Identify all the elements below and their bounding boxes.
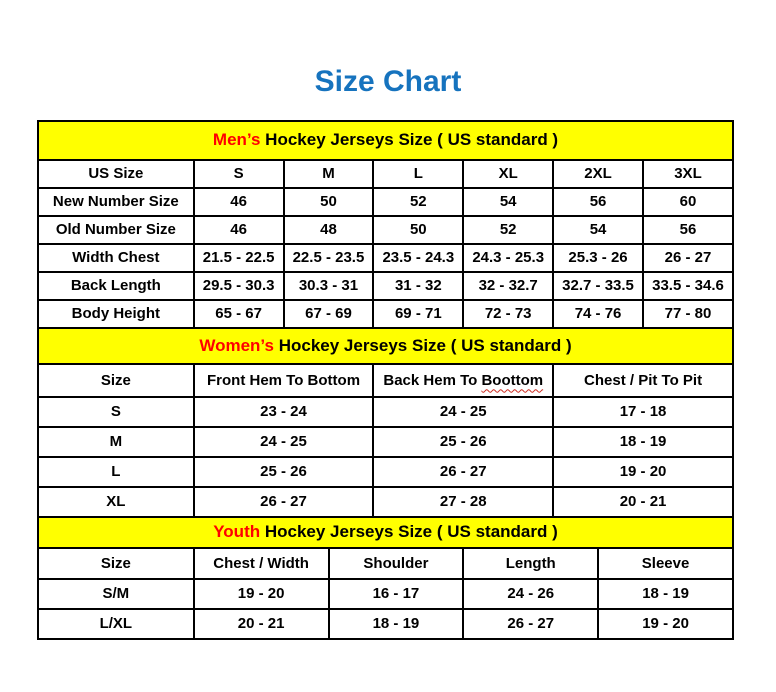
men-section-rest: Hockey Jerseys Size ( US standard ) — [260, 130, 559, 149]
youth-column-header-row — [38, 548, 733, 579]
table-row — [38, 457, 733, 487]
youth-size-table — [37, 516, 734, 640]
table-cell: 21.5 - 22.5 — [194, 244, 284, 272]
table-row — [38, 300, 733, 328]
table-row — [38, 216, 733, 244]
row-label: New Number Size — [38, 188, 194, 216]
column-header: Shoulder — [329, 548, 464, 579]
table-cell: 26 - 27 — [643, 244, 733, 272]
table-cell: 18 - 19 — [329, 609, 464, 639]
youth-section-highlight: Youth — [213, 522, 261, 541]
row-label: Width Chest — [38, 244, 194, 272]
column-header: XL — [463, 160, 553, 188]
table-cell: 56 — [643, 216, 733, 244]
table-cell: 32 - 32.7 — [463, 272, 553, 300]
table-row — [38, 427, 733, 457]
table-cell: 52 — [373, 188, 463, 216]
column-header: L — [373, 160, 463, 188]
column-header: Front Hem To Bottom — [194, 364, 374, 397]
women-size-table — [37, 327, 734, 518]
men-size-table — [37, 120, 734, 329]
table-cell: 24 - 25 — [373, 397, 553, 427]
table-cell: 24.3 - 25.3 — [463, 244, 553, 272]
column-header: Size — [38, 548, 194, 579]
column-header-text: Back Hem To — [383, 371, 482, 389]
table-cell: 31 - 32 — [373, 272, 463, 300]
table-row — [38, 579, 733, 609]
table-cell: 69 - 71 — [373, 300, 463, 328]
table-cell: 19 - 20 — [553, 457, 733, 487]
row-label: L/XL — [38, 609, 194, 639]
table-cell: 72 - 73 — [463, 300, 553, 328]
men-section-row — [38, 121, 733, 160]
table-row — [38, 609, 733, 639]
women-column-header-row — [38, 364, 733, 397]
table-cell: 22.5 - 23.5 — [284, 244, 374, 272]
column-header: Sleeve — [598, 548, 733, 579]
table-cell: 26 - 27 — [194, 487, 374, 517]
column-header: 2XL — [553, 160, 643, 188]
table-cell: 26 - 27 — [373, 457, 553, 487]
table-cell: 23 - 24 — [194, 397, 374, 427]
table-cell: 25 - 26 — [194, 457, 374, 487]
table-cell: 67 - 69 — [284, 300, 374, 328]
column-header: Chest / Width — [194, 548, 329, 579]
column-header: Length — [463, 548, 598, 579]
table-cell: 17 - 18 — [553, 397, 733, 427]
row-label: Old Number Size — [38, 216, 194, 244]
misspelled-word: Boottom — [481, 371, 544, 389]
column-header: M — [284, 160, 374, 188]
youth-section-rest: Hockey Jerseys Size ( US standard ) — [260, 522, 558, 541]
table-cell: 33.5 - 34.6 — [643, 272, 733, 300]
column-header — [373, 364, 553, 397]
column-header: Chest / Pit To Pit — [553, 364, 733, 397]
men-section-highlight: Men’s — [212, 130, 261, 149]
table-cell: 30.3 - 31 — [284, 272, 374, 300]
men-section-header — [38, 121, 733, 160]
row-label: Back Length — [38, 272, 194, 300]
table-row — [38, 487, 733, 517]
table-cell: 26 - 27 — [463, 609, 598, 639]
table-cell: 23.5 - 24.3 — [373, 244, 463, 272]
table-cell: 20 - 21 — [194, 609, 329, 639]
row-label: Body Height — [38, 300, 194, 328]
row-label: L — [38, 457, 194, 487]
youth-section-header — [38, 517, 733, 548]
table-cell: 50 — [284, 188, 374, 216]
women-section-header — [38, 328, 733, 364]
table-cell: 25.3 - 26 — [553, 244, 643, 272]
table-cell: 54 — [553, 216, 643, 244]
table-cell: 50 — [373, 216, 463, 244]
table-cell: 19 - 20 — [598, 609, 733, 639]
table-cell: 52 — [463, 216, 553, 244]
table-cell: 60 — [643, 188, 733, 216]
table-row — [38, 272, 733, 300]
table-cell: 20 - 21 — [553, 487, 733, 517]
table-cell: 19 - 20 — [194, 579, 329, 609]
table-cell: 77 - 80 — [643, 300, 733, 328]
row-label: XL — [38, 487, 194, 517]
column-header: US Size — [38, 160, 194, 188]
table-cell: 32.7 - 33.5 — [553, 272, 643, 300]
table-cell: 18 - 19 — [598, 579, 733, 609]
women-section-highlight: Women’s — [199, 335, 274, 355]
column-header: 3XL — [643, 160, 733, 188]
table-row — [38, 244, 733, 272]
table-cell: 24 - 25 — [194, 427, 374, 457]
table-cell: 56 — [553, 188, 643, 216]
table-cell: 74 - 76 — [553, 300, 643, 328]
table-cell: 65 - 67 — [194, 300, 284, 328]
table-cell: 54 — [463, 188, 553, 216]
youth-section-row — [38, 517, 733, 548]
row-label: S/M — [38, 579, 194, 609]
table-cell: 29.5 - 30.3 — [194, 272, 284, 300]
men-column-header-row — [38, 160, 733, 188]
table-cell: 18 - 19 — [553, 427, 733, 457]
column-header: S — [194, 160, 284, 188]
page-title: Size Chart — [314, 65, 462, 98]
table-cell: 16 - 17 — [329, 579, 464, 609]
row-label: M — [38, 427, 194, 457]
table-cell: 24 - 26 — [463, 579, 598, 609]
table-cell: 27 - 28 — [373, 487, 553, 517]
size-chart — [37, 120, 734, 640]
table-cell: 46 — [194, 188, 284, 216]
table-row — [38, 188, 733, 216]
women-section-row — [38, 328, 733, 364]
table-row — [38, 397, 733, 427]
table-cell: 25 - 26 — [373, 427, 553, 457]
table-cell: 46 — [194, 216, 284, 244]
table-cell: 48 — [284, 216, 374, 244]
column-header: Size — [38, 364, 194, 397]
women-section-rest: Hockey Jerseys Size ( US standard ) — [273, 335, 572, 355]
row-label: S — [38, 397, 194, 427]
